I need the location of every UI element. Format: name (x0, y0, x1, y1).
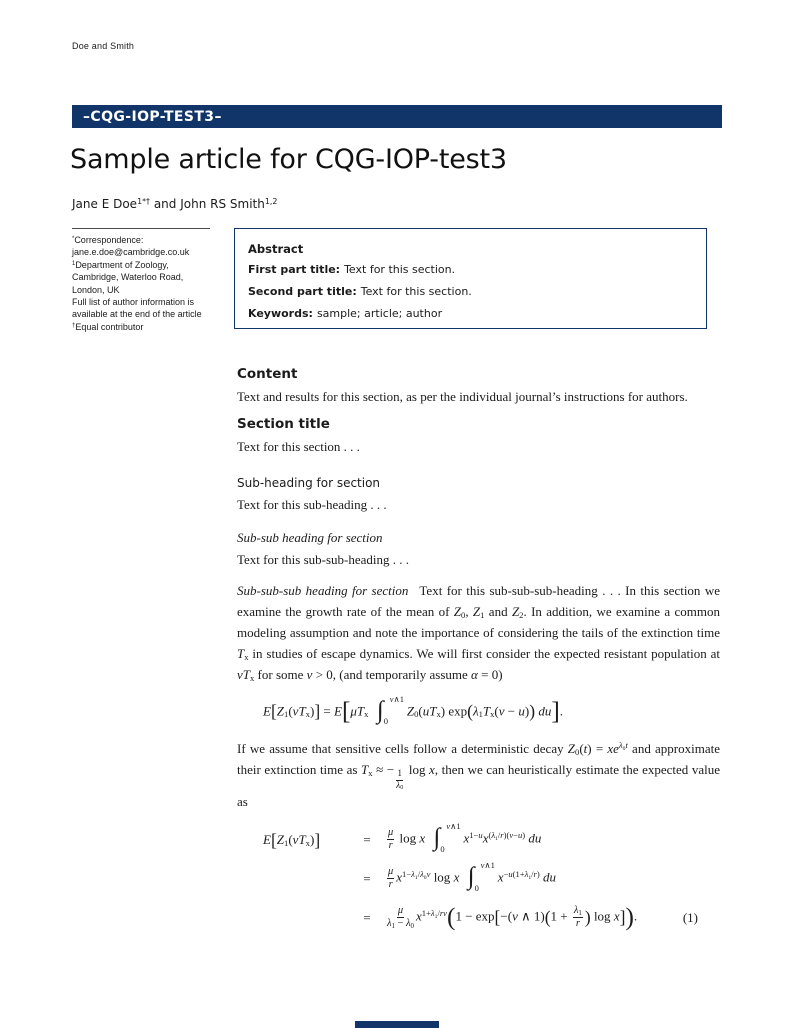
abstract-part-text: Text for this section. (360, 285, 472, 298)
abstract-part-label: First part title: (248, 263, 341, 276)
note-correspondence-email: jane.e.doe@cambridge.co.uk (72, 247, 190, 258)
runin-text: Text for this sub-sub-sub-heading . . . In this section we examine the growth rate of the mean of $Z_0$, $Z_1$ and $Z_2$. In addition, we examine a common modeling assumption and note the importance of considering the tails of the extinction time $T_x$ in studies of escape dynamics. We will first consider the expected resistant population at $vT_x$ for some v > 0, (and temporarily assume α = 0) (237, 583, 721, 684)
subsection-paragraph: Text for this sub-heading . . . (237, 497, 387, 512)
section-heading-content: Content (237, 366, 298, 382)
aligned-equation-block (237, 820, 720, 937)
note-affiliation-line: London, UK (72, 284, 120, 295)
note-equal-contributor: †Equal contributor (72, 321, 144, 332)
journal-banner-label: –CQG-IOP-TEST3– (83, 108, 222, 125)
abstract-keywords-row (248, 303, 693, 325)
equation-rhs: $\frac{\mu}{r}$ log x ∫ v∧1 0 $x^{1-u}x^{(\lambda_1/r)(v-u)}$ du (388, 821, 542, 854)
article-title: Sample article for CQG-IOP-test3 (70, 144, 507, 175)
journal-banner (72, 105, 722, 128)
runin-heading: Sub-sub-sub heading for section (237, 583, 409, 598)
note-author-info-line: available at the end of the article (72, 309, 202, 320)
article-body (237, 360, 720, 937)
equals-sign: = (363, 870, 371, 886)
equation-content: $E[Z_1(vT_x)] = E[\mu T_x$ ∫ v∧1 0 $Z_0(uT_x) \exp(\lambda_1T_x(v - u))$ du]. (263, 693, 564, 726)
abstract-part-label: Second part title: (248, 285, 357, 298)
subsection-heading: Sub-heading for section (237, 476, 381, 490)
equation-row (263, 898, 698, 937)
equation-row (263, 820, 698, 859)
runin-paragraph (237, 580, 720, 685)
authors-line: Jane E Doe$^{1*\dagger}$ and John RS Smith$^{1,2}$ (72, 196, 278, 211)
content-paragraph: Text and results for this section, as per the individual journal’s instructions for authors. (237, 389, 688, 404)
equation-row (263, 859, 698, 898)
abstract-keywords-text: sample; article; author (316, 307, 443, 320)
note-author-info-line: Full list of author information is (72, 297, 195, 308)
note-affiliation-line: Cambridge, Waterloo Road, (72, 272, 184, 283)
subsubsection-heading: Sub-sub heading for section (237, 530, 383, 545)
section-paragraph: Text for this section . . . (237, 439, 360, 454)
abstract-heading: Abstract (248, 242, 304, 256)
abstract-keywords-label: Keywords: (248, 307, 313, 320)
equation-lhs: $E[Z_1(vT_x)]$ (263, 829, 321, 850)
footer-page-marker (355, 1021, 439, 1028)
equals-sign: = (363, 831, 371, 847)
abstract-part-row (248, 259, 693, 281)
equals-sign: = (363, 909, 371, 925)
equation-number: (1) (682, 909, 698, 925)
running-head: Doe and Smith (72, 41, 135, 51)
abstract-box (234, 228, 707, 329)
abstract-part-text: Text for this section. (344, 263, 456, 276)
equation-rhs: $\frac{\mu}{r}$ $x^{1-\lambda_1/\lambda_0v}$ log x ∫ v∧1 0 $x^{-u(1+\lambda_1/r)}$ du (388, 860, 556, 893)
abstract-part-row (248, 281, 693, 303)
note-correspondence-label: *Correspondence: (72, 235, 144, 245)
note-affiliation-line: $^1$Department of Zoology, (72, 259, 169, 270)
decay-paragraph: If we assume that sensitive cells follow a deterministic decay $Z_0(t) = xe^{\lambda_0t}$ and approximate their extinction time as $T_x$ ≈ − $\frac{1}{\lambda_0}$ log x, then we can heuristically estimate the expected value as (237, 740, 720, 810)
section-heading-title: Section title (237, 416, 330, 432)
correspondence-notes (72, 228, 210, 333)
display-equation-expectation (237, 691, 720, 733)
equation-rhs: $\frac{\mu}{\lambda_1 - \lambda_0}$ $x^{1+\lambda_1/rv}(1 - \exp[-(v$ ∧ 1)(1 + $\frac{\lambda_1}{r}$ ) log x]). (387, 902, 638, 931)
subsubsection-paragraph: Text for this sub-sub-heading . . . (237, 552, 410, 567)
